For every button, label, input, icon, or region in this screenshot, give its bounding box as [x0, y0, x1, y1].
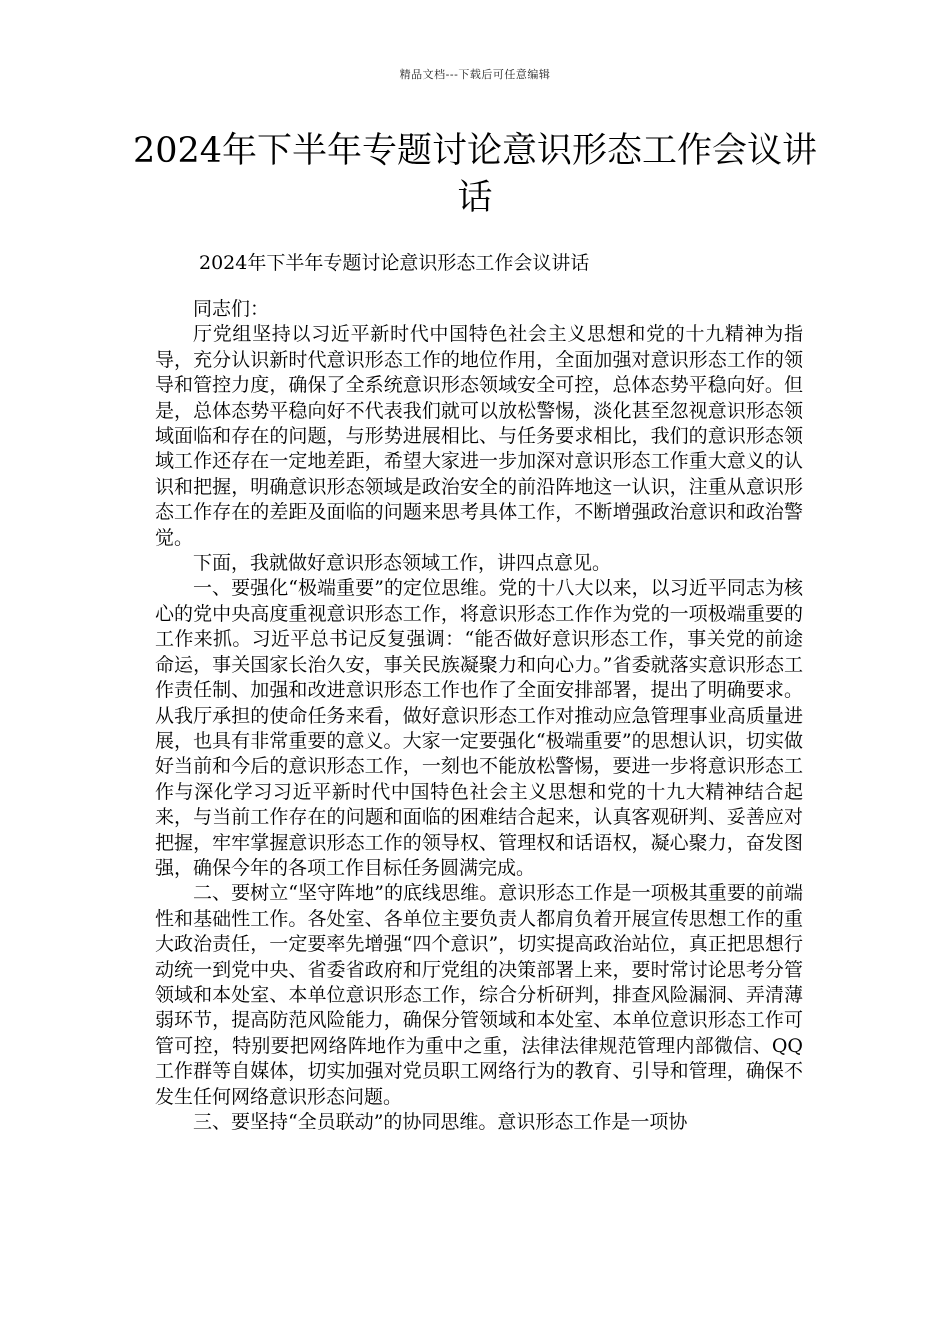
header-note: 精品文档---下载后可任意编辑 — [399, 68, 551, 81]
salutation: 同志们： — [193, 298, 270, 320]
document-title: 2024年下半年专题讨论意识形态工作会议讲话 — [132, 131, 818, 218]
document-body — [155, 297, 803, 1135]
paragraph-intro: 厅党组坚持以习近平新时代中国特色社会主义思想和党的十九精神为指导，充分认识新时代意识形态工作的地位作用，全面加强对意识形态工作的领导和管控力度，确保了全系统意识形态领域安全可控，总体态势平稳向好。但是，总体态势平稳向好不代表我们就可以放松警惕，淡化甚至忽视意识形态领域面临和存在的问题，与形势进展相比、与任务要求相比，我们的意识形态领域工作还存在一定地差距，希望大家进一步加深对意识形态工作重大意义的认识和把握，明确意识形态领域是政治安全的前沿阵地这一认识，注重从意识形态工作存在的差距及面临的问题来思考具体工作，不断增强政治意识和政治警觉。 — [155, 323, 803, 549]
paragraph-point-three: 三、要坚持“全员联动”的协同思维。意识形态工作是一项协 — [193, 1111, 688, 1133]
document-subtitle: 2024年下半年专题讨论意识形态工作会议讲话 — [199, 252, 590, 274]
paragraph-overview: 下面，我就做好意识形态领域工作，讲四点意见。 — [193, 552, 612, 575]
paragraph-point-two: 二、要树立“坚守阵地”的底线思维。意识形态工作是一项极其重要的前端性和基础性工作。各处室、各单位主要负责人都肩负着开展宣传思想工作的重大政治责任，一定要率先增强“四个意识”，切实提高政治站位，真正把思想行动统一到党中央、省委省政府和厅党组的决策部署上来，要时常讨论思考分管领域和本处室、本单位意识形态工作，综合分析研判，排查风险漏洞、弄清薄弱环节，提高防范风险能力，确保分管领域和本处室、本单位意识形态工作可管可控，特别要把网络阵地作为重中之重，法律法律规范管理内部微信、QQ工作群等自媒体，切实加强对党员职工网络行为的教育、引导和管理，确保不发生任何网络意识形态问题。 — [155, 882, 803, 1108]
paragraph-point-one: 一、要强化“极端重要”的定位思维。党的十八大以来，以习近平同志为核心的党中央高度重视意识形态工作，将意识形态工作作为党的一项极端重要的工作来抓。习近平总书记反复强调：“能否做好意识形态工作，事关党的前途命运，事关国家长治久安，事关民族凝聚力和向心力。”省委就落实意识形态工作责任制、加强和改进意识形态工作也作了全面安排部署，提出了明确要求。从我厅承担的使命任务来看，做好意识形态工作对推动应急管理事业高质量进展，也具有非常重要的意义。大家一定要强化“极端重要”的思想认识，切实做好当前和今后的意识形态工作，一刻也不能放松警惕，要进一步将意识形态工作与深化学习习近平新时代中国特色社会主义思想和党的十九大精神结合起来，与当前工作存在的问题和面临的困难结合起来，认真客观研判、妥善应对把握，牢牢掌握意识形态工作的领导权、管理权和话语权，凝心聚力，奋发图强，确保今年的各项工作目标任务圆满完成。 — [155, 577, 803, 879]
